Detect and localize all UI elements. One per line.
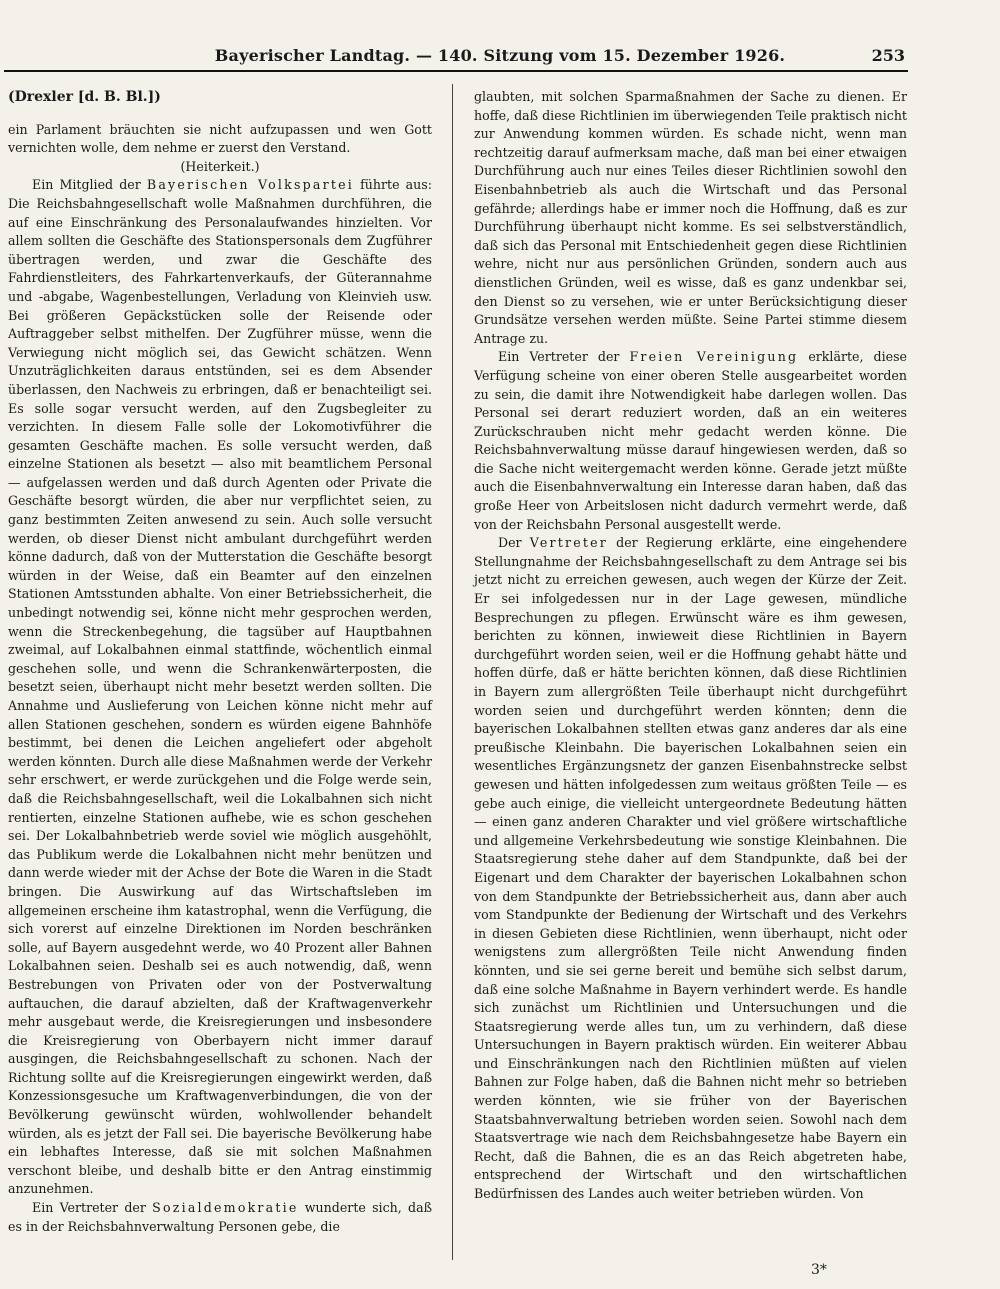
right-column: [474, 88, 907, 1204]
left-column: [8, 88, 432, 1236]
printer-signature-mark: 3*: [811, 1262, 827, 1278]
paragraph: ein Parlament bräuchten sie nicht aufzupassen und wen Gott vernichten wolle, dem nehme er zuerst den Verstand.: [8, 121, 432, 156]
column-divider: [452, 84, 453, 1260]
paragraph-text: wunderte sich, daß es in der Reichsbahnverwaltung Personen gebe, die: [8, 1200, 433, 1234]
interjection: (Heiterkeit.): [180, 158, 260, 174]
paragraph-text: Der: [498, 535, 530, 551]
paragraph-text: erklärte, diese Verfügung scheine von einer oberen Stelle ausgearbeitet worden zu sein, die damit ihre Notwendigkeit habe darlegen wollen. Das Personal sei derart reduziert worden, daß an ein weiteres Zurückschrauben nicht mehr gedacht werden könne. Die Reichsbahnverwaltung müsse darauf hingewiesen werden, daß so die Sache nicht weitergemacht werden könne. Gerade jetzt müßte auch die Eisenbahnverwaltung ein Interesse daran haben, daß das große Heer von Arbeitslosen nicht dadurch vermehrt werde, daß von der Reichsbahn Personal ausgestellt werde.: [474, 349, 907, 532]
paragraph-text: führte aus: Die Reichsbahngesellschaft wolle Maßnahmen durchführen, die auf eine Einschränkung des Personalaufwandes hinzielten. Vor allem sollten die Geschäfte des Stationspersonals dem Zugführer übertragen werden, und zwar die Geschäfte des Fahrdienstleiters, des Fahrkartenverkaufs, der Güterannahme und -abgabe, Wagenbestellungen, Verladung von Kleinvieh usw. Bei größeren Gepäckstücken solle der Reisende oder Auftraggeber selbst mithelfen. Der Zugführer müsse, wenn die Verwiegung nicht möglich sei, das Gewicht schätzen. Wenn Unzuträglichkeiten daraus entstünden, sei es dem Absender überlassen, den Nachweis zu erbringen, daß er benachteiligt sei. Es solle sogar versucht werden, auf den Zugsbegleiter zu verzichten. In diesem Falle solle der Lokomotivführer die gesamten Geschäfte machen. Es solle versucht werden, daß einzelne Stationen als besetzt — also mit beamtlichem Personal — aufgelassen werden und daß durch Agenten oder Private die Geschäfte besorgt würden, die aber nur verpflichtet seien, zu ganz bestimmten Zeiten anwesend zu sein. Auch solle versucht werden, ob dieser Dienst nicht ambulant durchgeführt werden könne dadurch, daß von der Mutterstation die Geschäfte besorgt würden in der Weise, daß ein Beamter auf den einzelnen Stationen Amtsstunden abhalte. Von einer Betriebssicherheit, die unbedingt notwendig sei, könne nicht mehr gesprochen werden, wenn die Streckenbegehung, die tagsüber auf Hauptbahnen zweimal, auf Lokalbahnen einmal stattfinde, wöchentlich einmal geschehen solle, und wenn die Schrankenwärterposten, die besetzt seien, überhaupt nicht mehr besetzt werden sollten. Die Annahme und Auslieferung von Leichen könne nicht mehr auf allen Stationen geschehen, sondern es würden eigene Bahnhöfe bestimmt, bei denen die Leichen angeliefert oder abgeholt werden könnten. Durch alle diese Maßnahmen werde der Verkehr sehr erschwert, er werde zurückgehen und die Folge werde sein, daß die Reichsbahngesellschaft, weil die Lokalbahnen sich nicht rentierten, einzelne Stationen aufhebe, wie es schon geschehen sei. Der Lokalbahnbetrieb werde soviel wie möglich ausgehöhlt, das Publikum werde die Lokalbahnen nicht mehr benützen und dann werde wieder mit der Achse der Bote die Waren in die Stadt bringen. Die Auswirkung auf das Wirtschaftsleben im allgemeinen erscheine ihm katastrophal, wenn die Verfügung, die sich vorerst auf einzelne Direktionen im Norden beschränken solle, auf Bayern ausgedehnt werde, wo 40 Prozent aller Bahnen Lokalbahnen seien. Deshalb sei es auch notwendig, daß, wenn Bestrebungen von Privaten oder von der Postverwaltung auftauchen, die darauf abzielten, daß der Kraftwagenverkehr mehr ausgebaut werde, die Kreisregierungen und insbesondere die Kreisregierung von Oberbayern nicht immer darauf ausgingen, die Reichsbahngesellschaft zu schonen. Nach der Richtung sollte auf die Kreisregierungen eingewirkt werden, daß Konzessionsgesuche um Kraftwagenverbindungen, die von der Bevölkerung gewünscht würden, wohlwollender behandelt würden, als es jetzt der Fall sei. Die bayerische Bevölkerung habe ein lebhaftes Interesse, daß sie mit solchen Maßnahmen verschont bleibe, und deshalb bitte er den Antrag einstimmig anzunehmen.: [8, 177, 432, 1197]
paragraph: [474, 534, 907, 1203]
party-name: Bayerischen Volkspartei: [146, 177, 354, 193]
paragraph-text: der Regierung erklärte, eine eingehendere Stellungnahme der Reichsbahngesellschaft zu dem Antrage sei bis jetzt nicht zu erreichen gewesen, auch wegen der Kürze der Zeit. Er sei infolgedessen nur in der Lage gewesen, mündliche Besprechungen zu pflegen. Erwünscht wäre es ihm gewesen, berichten zu können, inwieweit diese Richtlinien in Bayern durchgeführt worden seien, weil er die Hoffnung gehabt hätte und hoffen dürfe, daß er hätte berichten können, daß diese Richtlinien in Bayern zum allergrößten Teile überhaupt nicht durchgeführt worden seien und durchgeführt werden könnten; denn die bayerischen Lokalbahnen stellten etwas ganz anderes dar als eine preußische Kleinbahn. Die bayerischen Lokalbahnen seien ein wesentliches Ergänzungsnetz der ganzen Eisenbahnstrecke selbst gewesen und hätten infolgedessen zum weitaus größten Teile — es gebe auch einige, die vielleicht untergeordnete Bedeutung hätten — einen ganz anderen Charakter und viel größere wirtschaftliche und allgemeine Verkehrsbedeutung wie sonstige Kleinbahnen. Die Staatsregierung stehe daher auf dem Standpunkte, daß bei der Eigenart und dem Charakter der bayerischen Lokalbahnen schon von dem Standpunkte der Betriebssicherheit aus, dann aber auch vom Standpunkte der Bedienung der Wirtschaft und des Verkehrs in diesen Gebieten diese Richtlinien, wenn überhaupt, nicht oder wenigstens zum allergrößten Teile nicht Anwendung finden könnten, und sie sei gerne bereit und bemühe sich selbst darum, daß eine solche Maßnahme in Bayern verhindert werde. Es handle sich zunächst um Richtlinien und Untersuchungen und die Staatsregierung werde alles tun, um zu verhindern, daß diese Untersuchungen in Bayern praktisch würden. Ein weiterer Abbau und Einschränkungen nach den Richtlinien müßten auf vielen Bahnen zur Folge haben, daß die Bahnen nicht mehr so betrieben werden könnten, wie sie früher von der Bayerischen Staatsbahnverwaltung betrieben worden seien. Sowohl nach dem Staatsvertrage wie nach dem Reichsbahngesetze habe Bayern ein Recht, daß die Bahnen, die es an das Reich abgetreten habe, entsprechend der Wirtschaft und den wirtschaftlichen Bedürfnissen des Landes auch weiter betrieben würden. Von: [474, 535, 908, 1202]
page-title: Bayerischer Landtag. — 140. Sitzung vom 15. Dezember 1926.: [214, 46, 786, 65]
paragraph-text: Ein Vertreter der: [32, 1200, 153, 1216]
paragraph-text: Ein Mitglied der: [32, 177, 147, 193]
paragraph-text: Ein Vertreter der: [498, 349, 630, 365]
paragraph: [8, 176, 432, 1199]
paragraph: [474, 348, 907, 534]
party-name: Freien Vereinigung: [629, 349, 799, 365]
party-name: Sozialdemokratie: [152, 1200, 299, 1216]
header-rule: [4, 70, 908, 72]
paragraph: [8, 1199, 432, 1236]
paragraph: glaubten, mit solchen Sparmaßnahmen der Sache zu dienen. Er hoffe, daß diese Richtlinien im überwiegenden Teile praktisch nicht zur Anwendung kommen würden. Es schade nicht, wenn man rechtzeitig darauf aufmerksam mache, daß man bei einer etwaigen Durchführung auch nur eines Teiles dieser Richtlinien sowohl den Eisenbahnbetrieb als auch die Wirtschaft und das Personal gefährde; allerdings habe er immer noch die Hoffnung, daß es zur Durchführung überhaupt nicht komme. Es sei selbstverständlich, daß sich das Personal mit Entschiedenheit gegen diese Richtlinien wehre, nicht nur aus persönlichen Gründen, sondern auch aus dienstlichen Gründen, weil es wisse, daß es ganz undenkbar sei, den Dienst so zu versehen, wie er unter Berücksichtigung dieser Grundsätze versehen werden müßte. Seine Partei stimme diesem Antrage zu.: [474, 89, 907, 346]
speaker-role: Vertreter: [529, 535, 608, 551]
speaker-attribution: (Drexler [d. B. Bl.]): [8, 89, 161, 105]
running-header: [0, 44, 1000, 68]
page-number: 253: [871, 46, 905, 65]
